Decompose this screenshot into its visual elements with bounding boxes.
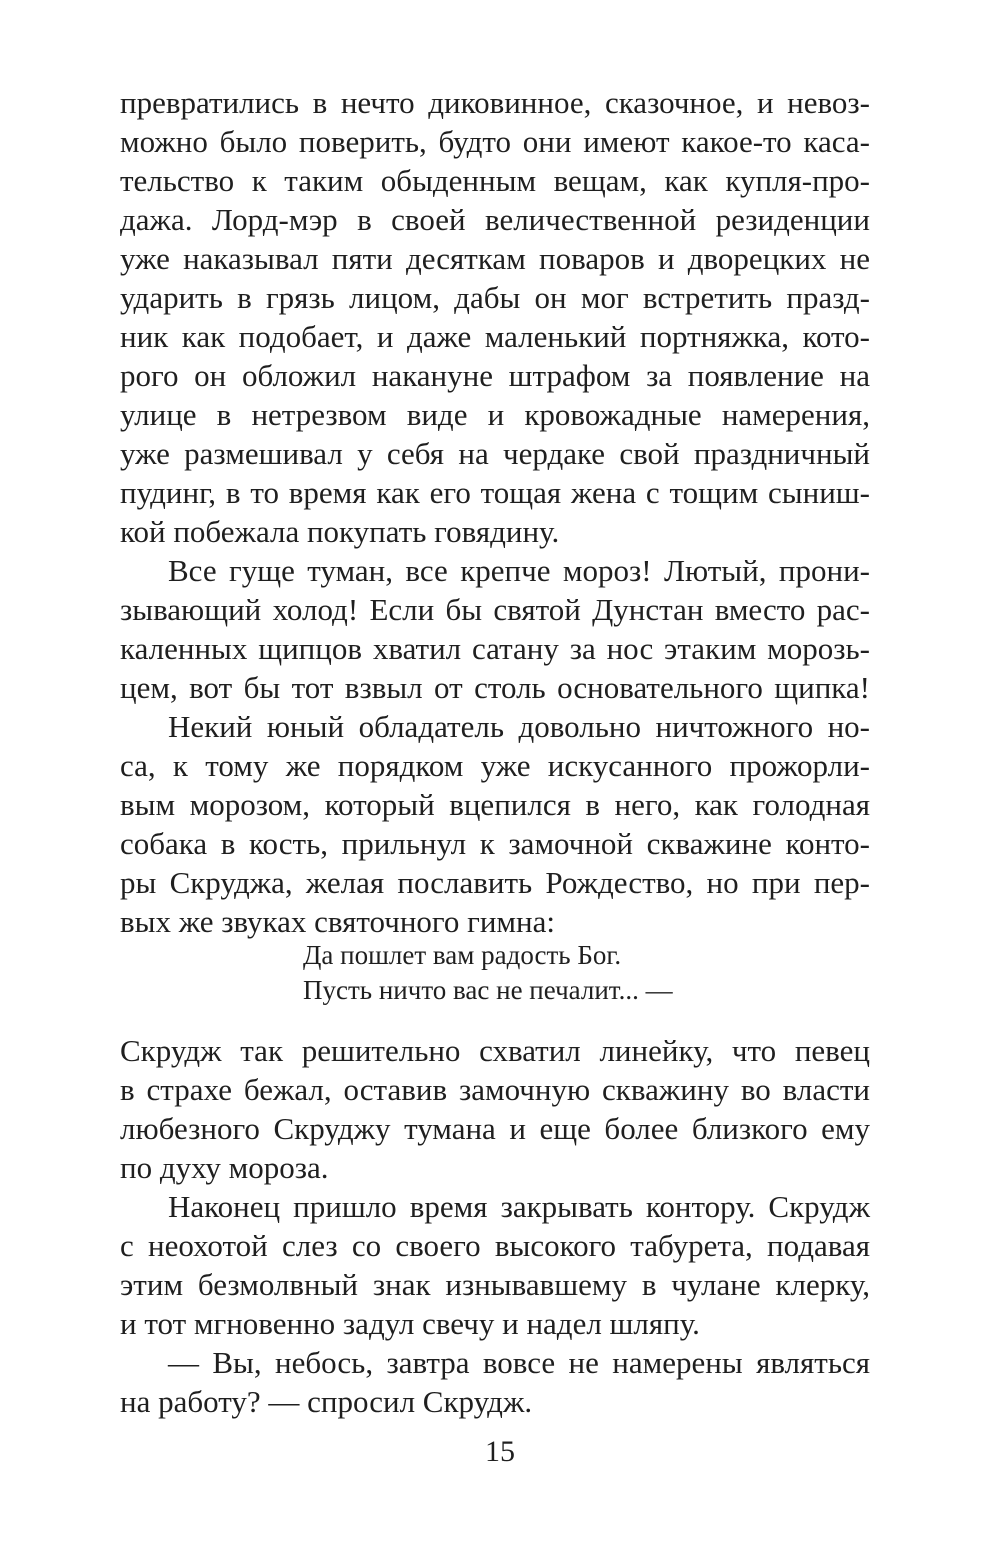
text-block-bottom bbox=[120, 1031, 870, 1421]
text-line: по духу мороза. bbox=[120, 1150, 329, 1185]
text-line: этим безмолвный знак изнывавшему в чулане клерку, bbox=[120, 1267, 870, 1302]
text-line: рого он обложил накануне штрафом за появление на bbox=[120, 358, 870, 393]
text-line: Наконец пришло время закрывать контору. Скрудж bbox=[168, 1189, 870, 1224]
text-line: ник как подобает, и даже маленький портняжка, кото- bbox=[120, 319, 870, 354]
text-line: вым морозом, который вцепился в него, как голодная bbox=[120, 787, 870, 822]
text-line: уже наказывал пяти десяткам поваров и дворецких не bbox=[120, 241, 870, 276]
page-number: 15 bbox=[485, 1435, 515, 1468]
text-line: цем, вот бы тот взвыл от столь основательного щипка! bbox=[120, 670, 870, 705]
paragraph bbox=[120, 551, 870, 707]
text-line: ударить в грязь лицом, дабы он мог встретить празд- bbox=[120, 280, 870, 315]
text-line: тельство к таким обыденным вещам, как купля-про- bbox=[120, 163, 870, 198]
paragraph bbox=[120, 1031, 870, 1187]
text-line: Некий юный обладатель довольно ничтожного но- bbox=[168, 709, 870, 744]
text-line: Все гуще туман, все крепче мороз! Лютый, прони- bbox=[168, 553, 870, 588]
text-line: — Вы, небось, завтра вовсе не намерены являться bbox=[168, 1345, 870, 1380]
poem-line: Пусть ничто вас не печалит... — bbox=[303, 975, 673, 1005]
text-line: ры Скруджа, желая пославить Рождество, но при пер- bbox=[120, 865, 870, 900]
paragraph bbox=[120, 1343, 870, 1421]
text-line: собака в кость, прильнул к замочной скважине конто- bbox=[120, 826, 870, 861]
text-block-top bbox=[120, 83, 870, 941]
text-line: пудинг, в то время как его тощая жена с тощим сыниш- bbox=[120, 475, 870, 510]
paragraph bbox=[120, 707, 870, 941]
text-line: каленных щипцов хватил сатану за нос этаким морозь- bbox=[120, 631, 870, 666]
text-line: дажа. Лорд-мэр в своей величественной резиденции bbox=[120, 202, 870, 237]
text-line: Скрудж так решительно схватил линейку, что певец bbox=[120, 1033, 870, 1068]
text-line: можно было поверить, будто они имеют какое-то каса- bbox=[120, 124, 870, 159]
text-line: са, к тому же порядком уже искусанного прожорли- bbox=[120, 748, 870, 783]
text-line: в страхе бежал, оставив замочную скважину во власти bbox=[120, 1072, 870, 1107]
text-line: кой побежала покупать говядину. bbox=[120, 514, 560, 549]
text-line: улице в нетрезвом виде и кровожадные намерения, bbox=[120, 397, 870, 432]
paragraph bbox=[120, 83, 870, 551]
text-line: на работу? — спросил Скрудж. bbox=[120, 1384, 533, 1419]
text-line: с неохотой слез со своего высокого табурета, подавая bbox=[120, 1228, 870, 1263]
text-line: вых же звуках святочного гимна: bbox=[120, 904, 555, 939]
poem-line: Да пошлет вам радость Бог. bbox=[303, 940, 622, 970]
poem-quote bbox=[303, 938, 673, 1008]
text-line: зывающий холод! Если бы святой Дунстан вместо рас- bbox=[120, 592, 870, 627]
text-line: любезного Скруджу тумана и еще более близкого ему bbox=[120, 1111, 870, 1146]
text-line: и тот мгновенно задул свечу и надел шляпу. bbox=[120, 1306, 700, 1341]
text-line: превратились в нечто диковинное, сказочное, и невоз- bbox=[120, 85, 870, 120]
text-line: уже размешивал у себя на чердаке свой праздничный bbox=[120, 436, 870, 471]
paragraph bbox=[120, 1187, 870, 1343]
